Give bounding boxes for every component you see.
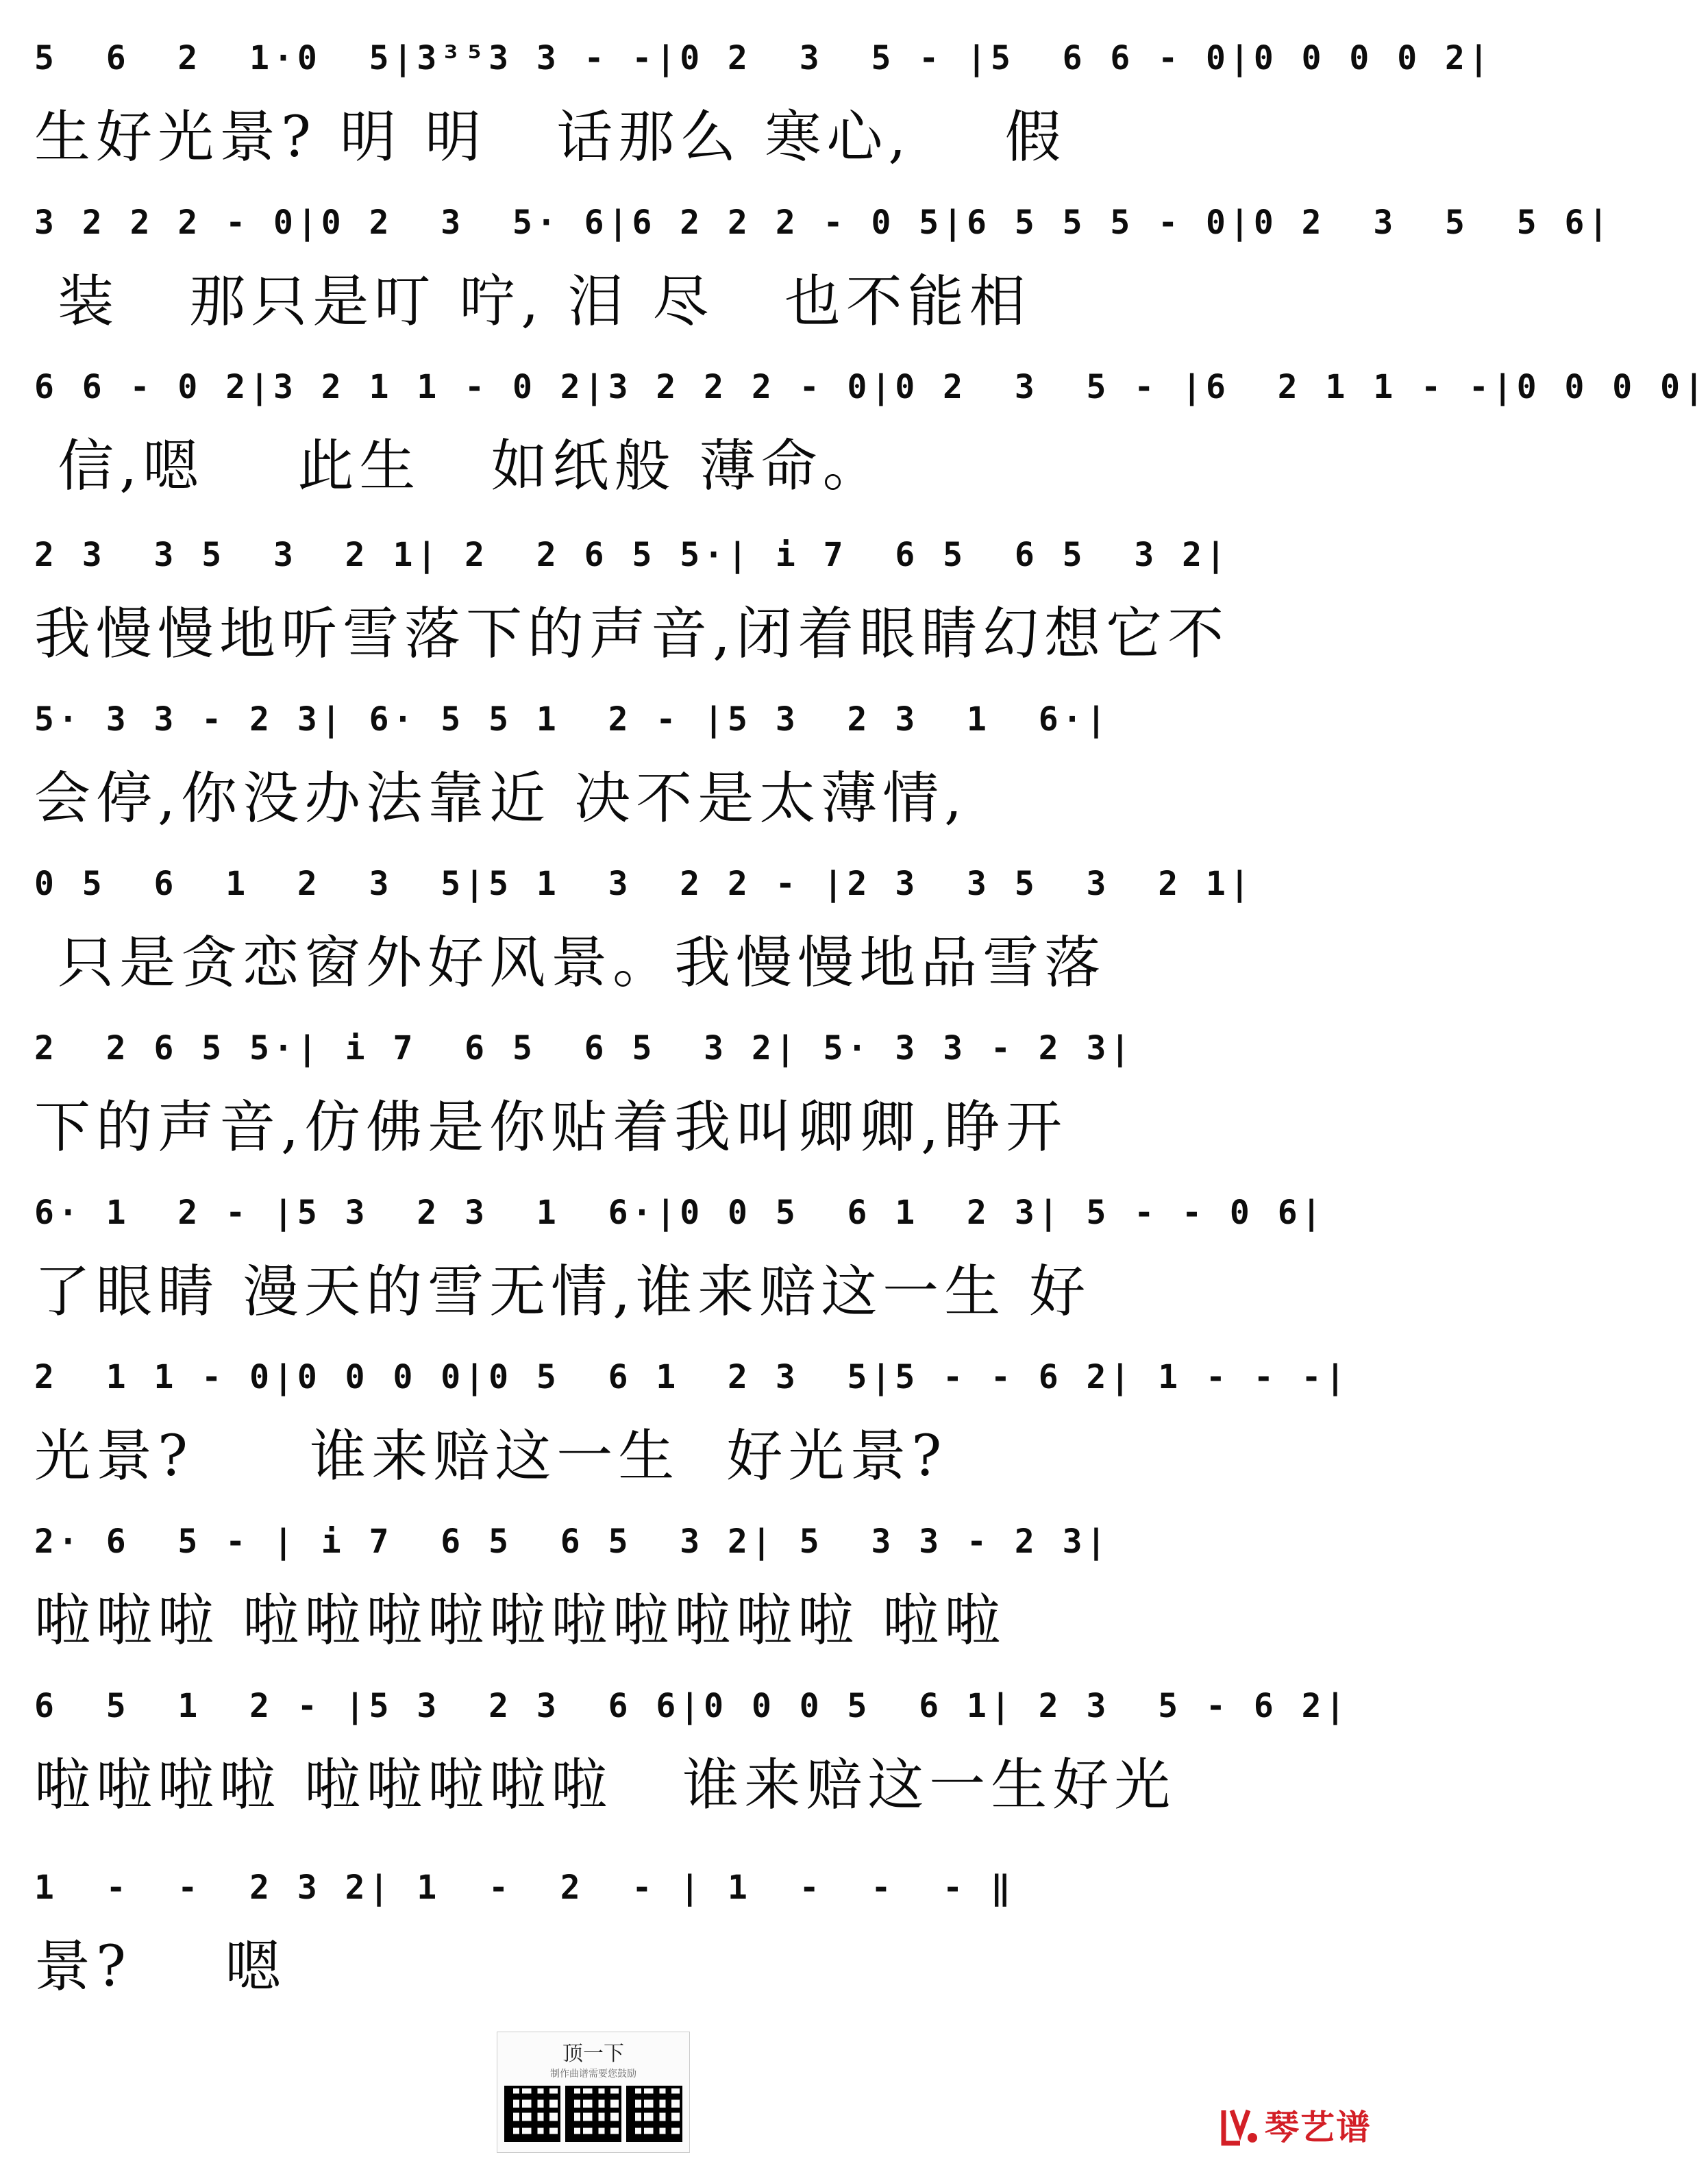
lyrics-line: 会停,你没办法靠近 决不是太薄情, — [34, 766, 968, 831]
notation-line: 6 5 1 2 - |5 3 2 3 6 6|0 0 0 5 6 1| 2 3 5 - 6 2| — [34, 1687, 1350, 1725]
promo-subtitle: 制作曲谱需要您鼓励 — [550, 2069, 636, 2080]
score-system-12 — [34, 1850, 1411, 2008]
notation-line: 6 6 - 0 2|3 2 1 1 - 0 2|3 2 2 2 - 0|0 2 3 5 - |6 2 1 1 - -|0 0 0 0| — [34, 368, 1708, 406]
qr-code-icon[interactable] — [504, 2086, 560, 2142]
notation-line: 1 - - 2 3 2| 1 - 2 - | 1 - - - ‖ — [34, 1868, 1015, 1907]
notation-line: 5 6 2 1·0 5|3³⁵3 3 - -|0 2 3 5 - |5 6 6 - 0|0 0 0 0 2| — [34, 39, 1493, 77]
notation-line: 2 1 1 - 0|0 0 0 0|0 5 6 1 2 3 5|5 - - 6 2| 1 - - -| — [34, 1358, 1350, 1396]
notation-line: 2· 6 5 - | i 7 6 5 6 5 3 2| 5 3 3 - 2 3| — [34, 1522, 1111, 1561]
score-system-10 — [34, 1504, 1411, 1662]
lyrics-line: 生好光景? 明 明 话那么 寒心, 假 — [34, 105, 1067, 170]
lyrics-line: 了眼睛 漫天的雪无情,谁来赔这一生 好 — [34, 1259, 1091, 1324]
lyrics-line: 景? 嗯 — [34, 1934, 287, 1999]
promo-title: 顶一下 — [562, 2042, 624, 2066]
lyrics-line: 光景? 谁来赔这一生 好光景? — [34, 1424, 948, 1489]
notation-line: 0 5 6 1 2 3 5|5 1 3 2 2 - |2 3 3 5 3 2 1| — [34, 865, 1254, 903]
score-system-5 — [34, 682, 1411, 839]
qr-code-icon[interactable] — [626, 2086, 682, 2142]
brand-logo[interactable] — [1220, 2104, 1425, 2151]
lyrics-line: 信,嗯 此生 如纸般 薄命。 — [34, 434, 884, 499]
lyrics-line: 啦啦啦啦 啦啦啦啦啦 谁来赔这一生好光 — [34, 1753, 1176, 1818]
lyrics-line: 啦啦啦 啦啦啦啦啦啦啦啦啦啦 啦啦 — [34, 1588, 1006, 1653]
lyrics-line: 只是贪恋窗外好风景。我慢慢地品雪落 — [34, 930, 1106, 996]
notation-line: 2 3 3 5 3 2 1| 2 2 6 5 5·| i 7 6 5 6 5 3 2| — [34, 536, 1230, 574]
qr-code-icon[interactable] — [565, 2086, 621, 2142]
brand-name: 琴艺谱 — [1265, 2108, 1372, 2147]
score-system-9 — [34, 1340, 1411, 1497]
notation-line: 6· 1 2 - |5 3 2 3 1 6·|0 0 5 6 1 2 3| 5 - - 0 6| — [34, 1194, 1326, 1232]
lyrics-line: 我慢慢地听雪落下的声音,闭着眼睛幻想它不 — [34, 602, 1230, 667]
lyrics-line: 装 那只是叮 咛, 泪 尽 也不能相 — [34, 269, 1031, 334]
score-system-3 — [34, 349, 1708, 507]
like-promo-panel[interactable] — [497, 2032, 690, 2153]
notation-line: 3 2 2 2 - 0|0 2 3 5· 6|6 2 2 2 - 0 5|6 5 5 5 - 0|0 2 3 5 5 6| — [34, 203, 1613, 242]
score-system-2 — [34, 185, 1613, 343]
score-system-1 — [34, 21, 1493, 178]
score-system-6 — [34, 846, 1411, 1004]
piano-key-logo-icon — [1220, 2106, 1261, 2147]
notation-line: 5· 3 3 - 2 3| 6· 5 5 1 2 - |5 3 2 3 1 6·| — [34, 700, 1111, 739]
score-system-8 — [34, 1175, 1411, 1333]
score-system-7 — [34, 1011, 1411, 1168]
notation-line: 2 2 6 5 5·| i 7 6 5 6 5 3 2| 5· 3 3 - 2 3| — [34, 1029, 1135, 1068]
score-system-4 — [34, 517, 1411, 675]
lyrics-line: 下的声音,仿佛是你贴着我叫卿卿,睁开 — [34, 1095, 1068, 1160]
score-system-11 — [34, 1668, 1411, 1826]
